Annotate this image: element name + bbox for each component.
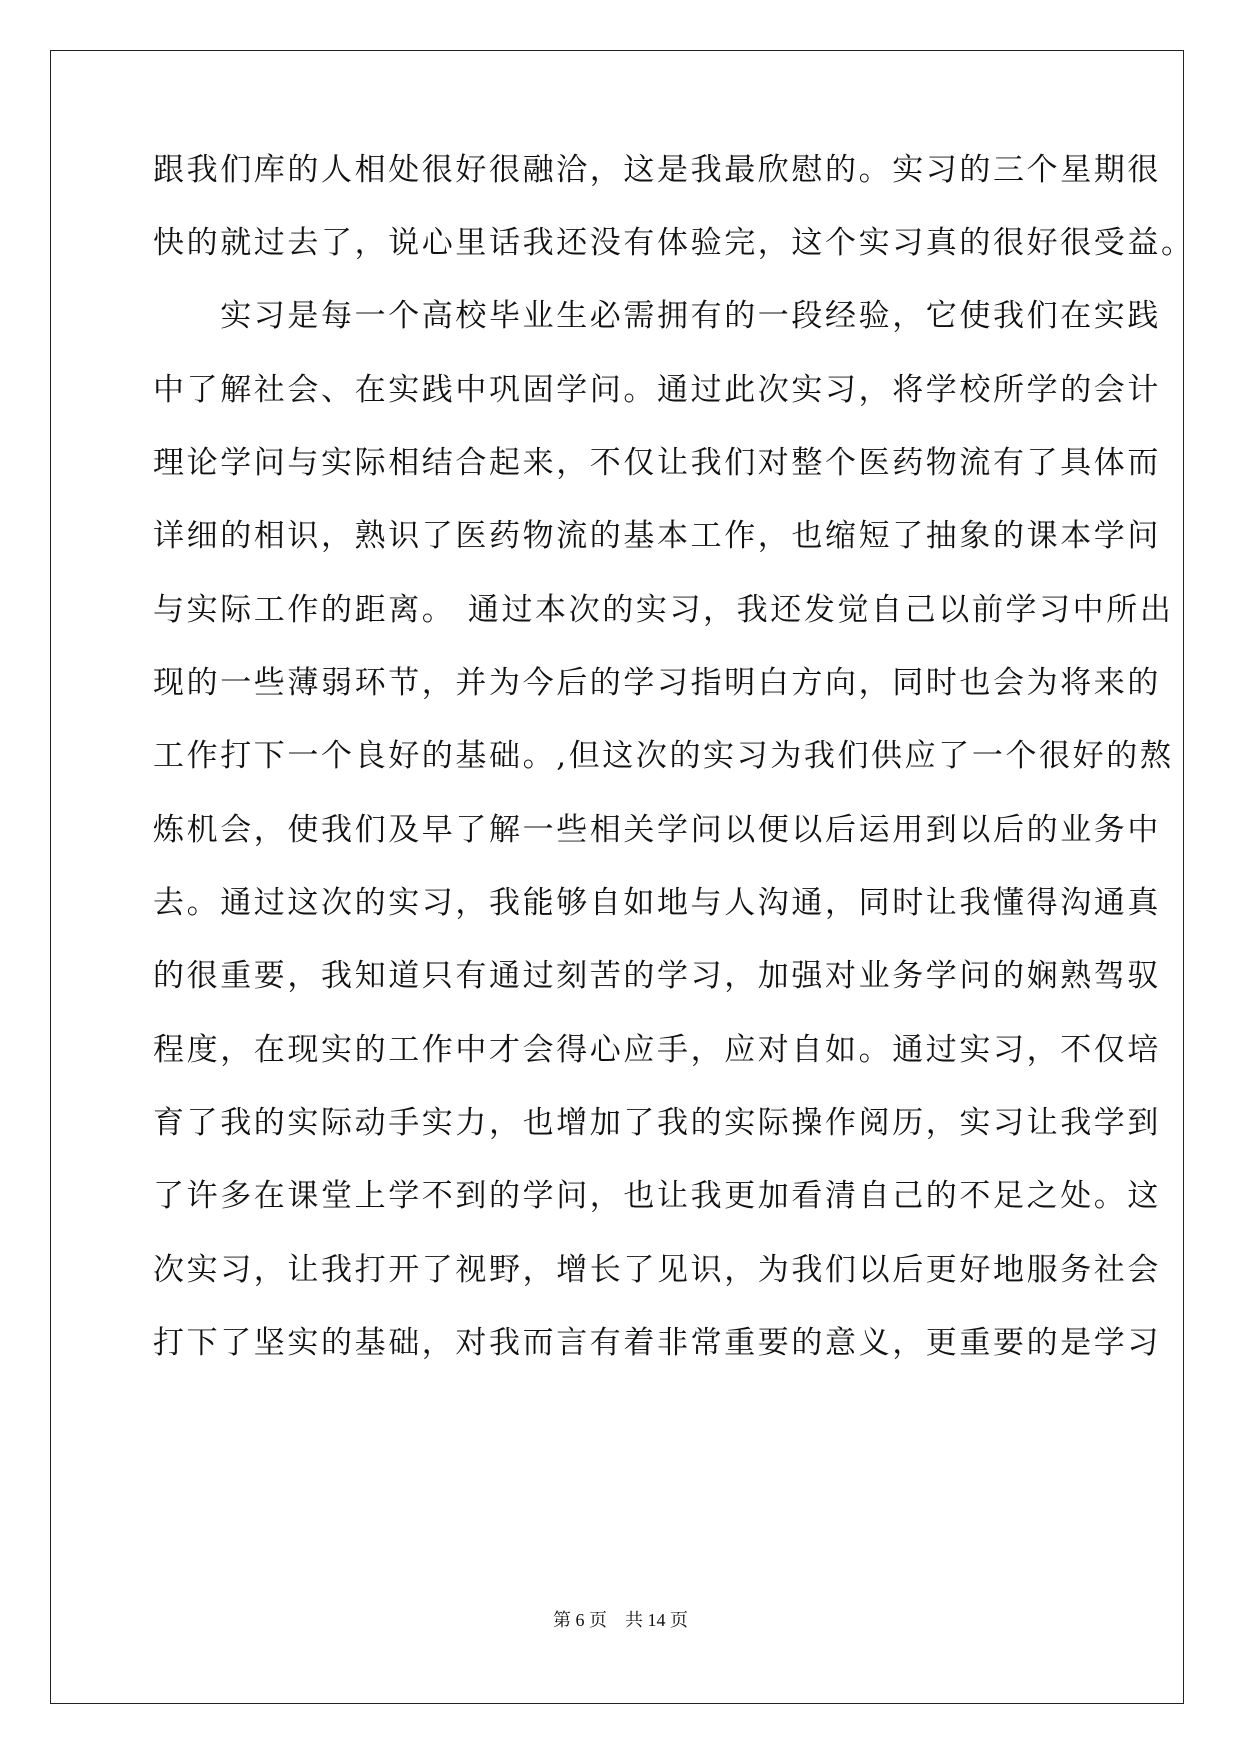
text-line: 详细的相识，熟识了医药物流的基本工作，也缩短了抽象的课本学问 — [153, 518, 1161, 554]
text-line: 与实际工作的距离。 通过本次的实习，我还发觉自己以前学习中所出 — [153, 592, 1174, 628]
text-line: 次实习，让我打开了视野，增长了见识，为我们以后更好地服务社会 — [153, 1252, 1161, 1288]
page-number: 第 6 页 — [553, 1610, 607, 1630]
text-line: 理论学问与实际相结合起来，不仅让我们对整个医药物流有了具体而 — [153, 445, 1161, 481]
text-line: 去。通过这次的实习，我能够自如地与人沟通，同时让我懂得沟通真 — [153, 885, 1161, 921]
text-line: 的很重要，我知道只有通过刻苦的学习，加强对业务学问的娴熟驾驭 — [153, 958, 1161, 994]
text-line: 育了我的实际动手实力，也增加了我的实际操作阅历，实习让我学到 — [153, 1105, 1161, 1141]
text-line: 快的就过去了，说心里话我还没有体验完，这个实习真的很好很受益。 — [153, 225, 1195, 261]
text-line: 中了解社会、在实践中巩固学问。通过此次实习，将学校所学的会计 — [153, 372, 1161, 408]
text-line: 工作打下一个良好的基础。,但这次的实习为我们供应了一个很好的熬 — [153, 738, 1174, 774]
text-line: 了许多在课堂上学不到的学问，也让我更加看清自己的不足之处。这 — [153, 1178, 1161, 1214]
page-footer — [0, 1608, 1241, 1632]
text-line: 打下了坚实的基础，对我而言有着非常重要的意义，更重要的是学习 — [153, 1325, 1161, 1361]
text-line: 跟我们库的人相处很好很融洽，这是我最欣慰的。实习的三个星期很 — [153, 152, 1161, 188]
text-line: 实习是每一个高校毕业生必需拥有的一段经验，它使我们在实践 — [153, 298, 1161, 334]
text-line: 程度，在现实的工作中才会得心应手，应对自如。通过实习，不仅培 — [153, 1032, 1161, 1068]
text-line: 现的一些薄弱环节，并为今后的学习指明白方向，同时也会为将来的 — [153, 665, 1161, 701]
total-pages: 共 14 页 — [625, 1610, 688, 1630]
text-line: 炼机会，使我们及早了解一些相关学问以便以后运用到以后的业务中 — [153, 812, 1161, 848]
